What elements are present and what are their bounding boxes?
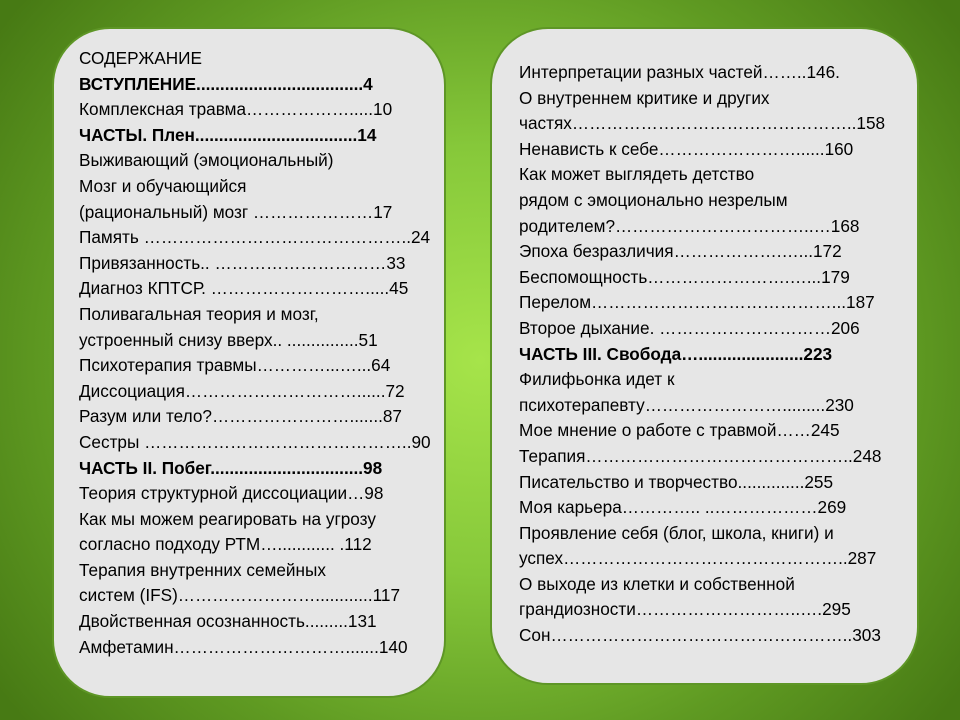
toc-entry: (рациональный) мозг …………………17 xyxy=(79,201,393,222)
toc-entry: Психотерапия травмы…………...…...64 xyxy=(79,355,391,376)
toc-entry: Перелом……………………………………...187 xyxy=(519,292,875,313)
toc-entry: Мое мнение о работе с травмой……245 xyxy=(519,420,840,441)
toc-entry: родителем?……………………………..…168 xyxy=(519,215,860,236)
toc-entry: устроенный снизу вверх.. ...............51 xyxy=(79,329,378,350)
toc-entry: грандиозности………………………..….295 xyxy=(519,599,851,620)
toc-entry: Мозг и обучающийся xyxy=(79,175,247,196)
toc-entry: Терапия внутренних семейных xyxy=(79,559,326,580)
toc-part-heading: ЧАСТЫ. Плен..................................14 xyxy=(79,124,377,145)
toc-entry: согласно подходу РТМ…............ .112 xyxy=(79,534,372,555)
toc-entry: Привязанность.. …………………………33 xyxy=(79,252,406,273)
toc-right-panel xyxy=(490,27,919,685)
toc-entry: Двойственная осознанность.........131 xyxy=(79,611,377,632)
toc-entry: Моя карьера………….. ..………………269 xyxy=(519,497,847,518)
toc-entry: Поливагальная теория и мозг, xyxy=(79,303,319,324)
toc-part-heading: ВСТУПЛЕНИЕ...................................4 xyxy=(79,73,373,94)
toc-entry: Филифьонка идет к xyxy=(519,369,675,390)
toc-entry: психотерапевту…………………….........230 xyxy=(519,394,854,415)
toc-entry: Сон……………………………………………..303 xyxy=(519,625,881,646)
toc-entry: Память ………………………………………..24 xyxy=(79,227,431,248)
toc-entry: О выходе из клетки и собственной xyxy=(519,573,795,594)
toc-entry: Диссоциация…………………………......72 xyxy=(79,380,405,401)
toc-part-heading: ЧАСТЬ II. Побег................................98 xyxy=(79,457,383,478)
toc-left-list xyxy=(54,46,444,660)
toc-entry: Ненависть к себе……………………......160 xyxy=(519,138,854,159)
toc-entry: систем (IFS)……………………............117 xyxy=(79,585,401,606)
toc-entry: Интерпретации разных частей……..146. xyxy=(519,62,840,82)
toc-entry: Разум или тело?…………………….......87 xyxy=(79,406,402,427)
toc-entry: Амфетамин………………………….......140 xyxy=(79,636,408,657)
toc-entry: Как мы можем реагировать на угрозу xyxy=(79,508,376,529)
toc-entry: Выживающий (эмоциональный) xyxy=(79,150,334,171)
toc-entry: Эпоха безразличия……………….…...172 xyxy=(519,241,842,262)
toc-entry: рядом с эмоционально незрелым xyxy=(519,189,788,210)
toc-entry: частях…………………………………………..158 xyxy=(519,113,886,134)
toc-entry: Беспомощность…………………….…...179 xyxy=(519,266,850,287)
toc-entry: Как может выглядеть детство xyxy=(519,164,755,185)
toc-entry: Терапия………………………………………..248 xyxy=(519,445,882,466)
toc-right-list xyxy=(492,60,917,649)
toc-entry: Писательство и творчество..............255 xyxy=(519,471,834,492)
toc-entry: О внутреннем критике и других xyxy=(519,87,770,108)
toc-entry: успех…………………………………………..287 xyxy=(519,548,877,569)
toc-entry: Проявление себя (блог, школа, книги) и xyxy=(519,522,834,543)
toc-entry: Теория структурной диссоциации…98 xyxy=(79,483,384,504)
toc-entry: Диагноз КПТСР. ……………………….....45 xyxy=(79,278,409,299)
toc-title: СОДЕРЖАНИЕ xyxy=(79,48,202,68)
toc-entry: Второе дыхание. …………………………206 xyxy=(519,317,860,338)
toc-entry: Сестры ………………………………………..90 xyxy=(79,431,431,452)
toc-entry: Комплексная травма……………….....10 xyxy=(79,99,393,120)
toc-left-panel xyxy=(52,27,446,698)
toc-part-heading: ЧАСТЬ III. Свобода…......................223 xyxy=(519,343,833,364)
